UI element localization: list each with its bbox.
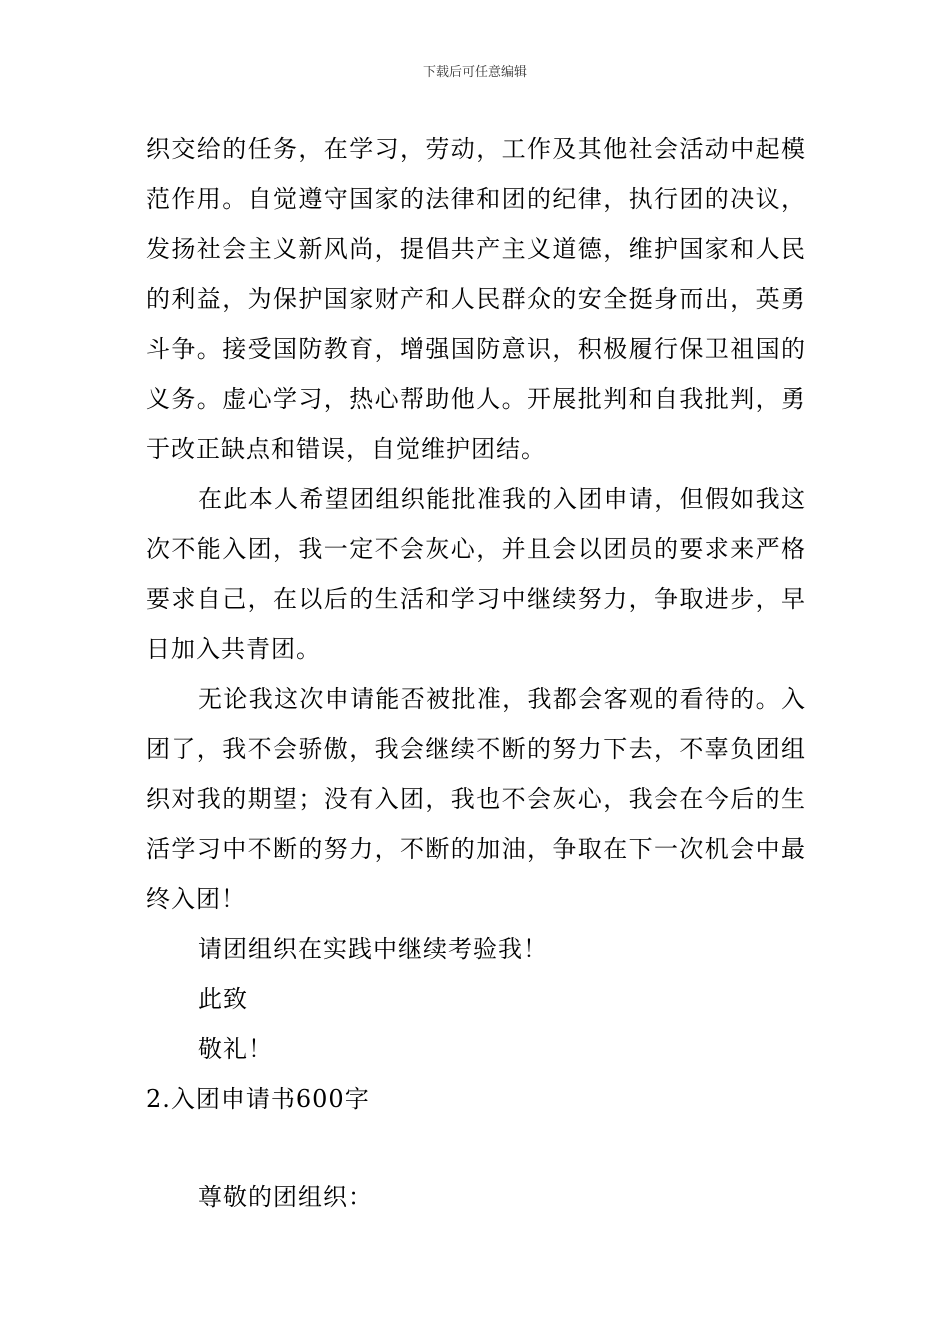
- section-salutation: 尊敬的团组织：: [198, 1183, 373, 1211]
- paragraph-4: 请团组织在实践中继续考验我！: [198, 935, 548, 963]
- closing-salute: 敬礼！: [198, 1035, 273, 1063]
- page-header: 下载后可任意编辑: [422, 65, 527, 80]
- document-body: [146, 124, 806, 1222]
- section-title: 2.入团申请书600字: [146, 1085, 370, 1113]
- closing-phrase: 此致: [198, 985, 248, 1013]
- paragraph-2: 在此本人希望团组织能批准我的入团申请，但假如我这次不能入团，我一定不会灰心，并且会以团员的要求来严格要求自己，在以后的生活和学习中继续努力，争取进步，早日加入共青团。: [146, 485, 806, 663]
- paragraph-3: 无论我这次申请能否被批准，我都会客观的看待的。入团了，我不会骄傲，我会继续不断的努力下去，不辜负团组织对我的期望；没有入团，我也不会灰心，我会在今后的生活学习中不断的努力，不断的加油，争取在下一次机会中最终入团！: [146, 685, 806, 913]
- paragraph-1: 织交给的任务，在学习，劳动，工作及其他社会活动中起模范作用。自觉遵守国家的法律和团的纪律，执行团的决议，发扬社会主义新风尚，提倡共产主义道德，维护国家和人民的利益，为保护国家财产和人民群众的安全挺身而出，英勇斗争。接受国防教育，增强国防意识，积极履行保卫祖国的义务。虚心学习，热心帮助他人。开展批判和自我批判，勇于改正缺点和错误，自觉维护团结。: [146, 135, 806, 463]
